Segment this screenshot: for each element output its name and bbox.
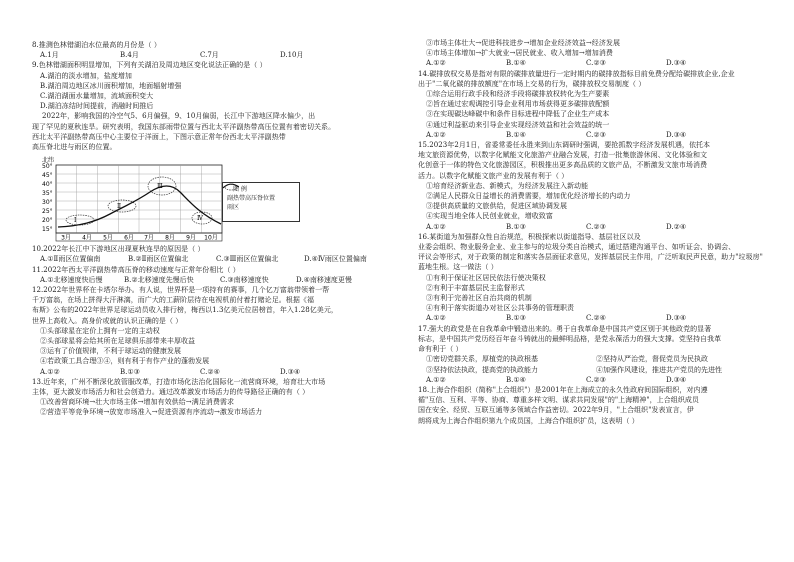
left-column: [32, 40, 392, 418]
right-column: [418, 38, 778, 426]
y-tick-45: 45°: [42, 172, 53, 180]
material-line-4: 高压脊北进与雨区的位置。: [32, 143, 117, 152]
q16-option-d[interactable]: D.③④: [666, 314, 687, 323]
q8-stem: 8.推测色林错湖泊水位最高的月份是（ ）: [32, 41, 161, 49]
q9-option-d[interactable]: D.湖泊冻结时间提前，消融时间推后: [40, 102, 154, 111]
q10-option-c[interactable]: C.③Ⅲ雨区位置偏北: [216, 255, 279, 264]
q12-line-1: 12.2022年世界杯在卡塔尔举办。有人说，世界杯是一项持有的赛事，几个亿万富翁带领着一帮: [32, 286, 330, 295]
q9-option-a[interactable]: A.湖泊的淡水增加，盐度增加: [40, 71, 132, 80]
q16-option-a[interactable]: A.①②: [426, 314, 446, 323]
q18-line-2: 循"互信、互利、平等、协商、尊重多样文明、谋求共同发展"的"上海精神"，上合组织成员: [418, 396, 699, 405]
q17-option-c[interactable]: C.②③: [586, 375, 606, 384]
q12-choice-4: ④若政策工具合理③④，则有利于有作产业的蓬勃发展: [40, 357, 210, 366]
q17-option-a[interactable]: A.①②: [426, 375, 446, 384]
y-tick-40: 40°: [42, 181, 53, 189]
q11-options: [32, 275, 392, 285]
q16-line-1: 16.某街道为加强群众性自治规范，积极探索以街道指导、基层社区以及: [418, 232, 641, 241]
q10-stem: 10.2022年长江中下游地区出现夏秋连旱的原因是（ ）: [32, 245, 205, 254]
q12-choice-2: ②头部球星将会给其所在足球俱乐部带来丰厚收益: [40, 337, 196, 346]
x-tick-mar: 3月: [61, 234, 71, 242]
x-tick-jul: 7月: [144, 234, 154, 242]
y-tick-50: 50°: [42, 163, 53, 171]
q14-option-b[interactable]: B.①④: [506, 130, 526, 139]
q17-choice-4: ④加强作风建设，推进共产党员的先进性: [596, 365, 722, 374]
q10-option-b[interactable]: B.②Ⅱ雨区位置偏北: [128, 255, 189, 264]
region-label-2: Ⅱ: [117, 203, 122, 211]
q14-option-d[interactable]: D.③④: [666, 130, 687, 139]
q15-line-3: 化创意于一体的特色文化旅游园区，积极推出更多高品质的文旅产品，不断激发文旅市场消费: [418, 161, 708, 170]
q13-choice-2: ②营造平等竞争环境→放宽市场准入→促进资源有序流动→激发市场活力: [40, 408, 263, 417]
region-label-4: Ⅳ: [197, 215, 203, 223]
q11-option-c[interactable]: C.③南移速度快: [220, 275, 269, 284]
q13-option-c[interactable]: C.②③: [586, 59, 606, 68]
q8-option-d[interactable]: D.10月: [280, 51, 304, 60]
q14-option-c[interactable]: C.②③: [586, 130, 606, 139]
chart-ylabel: 北纬: [42, 157, 55, 165]
x-tick-jun: 6月: [124, 234, 134, 242]
q14-choice-3: ③在实现碳达峰碳中和条件目标进程中降低了企业生产成本: [426, 110, 610, 119]
q15-option-a[interactable]: A.①②: [426, 222, 446, 231]
y-tick-20: 20°: [42, 217, 53, 225]
q13-option-d[interactable]: D.③④: [666, 59, 687, 68]
q12-choice-1: ①头部球星在定价上拥有一定的主动权: [40, 326, 160, 335]
x-tick-oct: 10月: [204, 234, 218, 242]
q15-option-d[interactable]: D.②④: [666, 222, 687, 231]
q16-choice-4: ④有利于落实街道办对社区公共事务的管理职责: [426, 304, 575, 313]
month-axis: [56, 233, 222, 241]
q17-choice-1: ①密切党群关系，厚植党的执政根基: [426, 355, 538, 364]
q16-choice-3: ③有利于完善社区自治共商的机制: [426, 294, 532, 303]
q18-line-1: 18.上海合作组织（简称"上合组织"）是2001年在上海成立的永久性政府间国际组织，对内遵: [418, 385, 708, 394]
q13-line-1: 13.近年来，广州不断深化放管服改革，打造市场化法治化国际化一流营商环境，培育壮大市场: [32, 377, 326, 386]
y-tick-30: 30°: [42, 199, 53, 207]
q13-option-b[interactable]: B.①④: [506, 59, 526, 68]
q10-option-d[interactable]: D.④Ⅳ雨区位置偏南: [304, 255, 367, 264]
q17-option-b[interactable]: B.①④: [506, 375, 526, 384]
y-tick-25: 25°: [42, 208, 53, 216]
q17-choice-2: ②坚持从严治党，督促党员为民执政: [596, 355, 708, 364]
legend-area-swatch: [223, 183, 239, 191]
q15-options: [418, 222, 778, 232]
q9-stem: 9.色林错湖面积明显增加，下列有关湖泊及周边地区变化说法正确的是（ ）: [32, 61, 267, 70]
q15-line-1: 15.2023年2月1日，省委常委任永胜来到山东调研时强调，要抢抓数字经济发展机遇，依托本: [418, 141, 711, 150]
q12-option-a[interactable]: A.①②: [40, 367, 60, 376]
q11-option-a[interactable]: A.①北移速度快后慢: [40, 275, 103, 284]
q17-choices-row-1: [418, 354, 778, 364]
q8-option-c[interactable]: C.7月: [200, 51, 219, 60]
q8-options: [32, 50, 392, 60]
y-tick-15: 15°: [42, 226, 53, 234]
q14-option-a[interactable]: A.①②: [426, 130, 446, 139]
material-line-3: 西北太平洋副热带高压中心主要位于洋面上，下图示意正常年份西北太平洋副热带: [32, 132, 286, 141]
q13-choice-4: ④市场主体增加→扩大就业→居民就业、收入增加→增加消费: [426, 49, 613, 58]
q13-line-2: 主体，更大激发市场活力和社会创造力。通过改革激发市场活力的传导路径正确的有（ ）: [32, 388, 310, 397]
q12-option-d[interactable]: D.③④: [280, 367, 301, 376]
legend-area-label: 雨区: [227, 204, 240, 212]
q11-stem: 11.2022年西太平洋副热带高压脊的移动速度与正常年份相比（ ）: [32, 265, 240, 274]
q16-option-c[interactable]: C.②④: [586, 314, 606, 323]
q15-choice-4: ④实现当地全体人民创业就业，增收致富: [426, 212, 553, 221]
subtropical-high-chart: [40, 154, 300, 242]
q8-option-b[interactable]: B.4月: [120, 51, 139, 60]
q11-option-b[interactable]: B.②北移速度先慢后快: [124, 275, 194, 284]
q13-choice-3: ③市场主体壮大→促进科技进步→增加企业经济效益→经济发展: [426, 39, 620, 47]
q15-line-2: 地文旅资源优势，以数字化赋能文化旅游产业融合发展，打造一批集旅游休闲、文化体验和文: [418, 151, 708, 160]
x-tick-may: 5月: [103, 234, 113, 242]
q10-options: [32, 254, 392, 264]
q10-option-a[interactable]: A.①Ⅱ雨区位置偏南: [40, 255, 101, 264]
q17-option-d[interactable]: D.③④: [666, 375, 687, 384]
q16-options: [418, 313, 778, 323]
q14-choice-2: ②旨在通过宏观调控引导企业利用市场获得更多碳排放配额: [426, 100, 610, 109]
q16-choice-1: ①有利于保证社区居民依法行使决策权: [426, 273, 546, 282]
q12-line-4: 世界上高收入。高身价或就的认识正确的是（ ）: [32, 316, 183, 325]
q14-options: [418, 130, 778, 140]
y-ticks: [42, 163, 53, 233]
q12-options: [32, 367, 392, 377]
q15-choice-1: ①培育经济新业态、新模式，为经济发展注入新动能: [426, 181, 589, 190]
q15-option-c[interactable]: C.②③: [586, 222, 606, 231]
q18-line-3: 国在安全、经贸、互联互通等多领域合作益密切。2022年9月，"上合组织"发表宣言，伊: [418, 406, 694, 415]
q17-line-3: 命有利于（ ）: [418, 345, 463, 354]
q18-line-4: 朗将成为上海合作组织第九个成员国，上海合作组织扩员，这表明（ ）: [418, 416, 639, 425]
q12-choice-3: ③运有了价值规律，不利于球运动的健康发展: [40, 347, 181, 356]
q9-option-c[interactable]: C.湖泊湖面水量增加，流域面积变大: [40, 92, 154, 101]
rain-area-1: [66, 215, 94, 225]
q17-options: [418, 375, 778, 385]
q17-line-2: 标志，是中国共产党历经百年奋斗铸就出的最鲜明品格，是党永葆活力的强大支撑。党坚持自我革: [418, 334, 722, 343]
q16-line-2: 业委会组织、物业服务企业、业主参与的垃圾分类自治模式，通过搭建沟通平台、如听证会、协调会、: [418, 243, 736, 252]
q9-option-b[interactable]: B.湖泊周边地区冰川面积增加，地面辐射增强: [40, 81, 182, 90]
q8-option-a[interactable]: A.1月: [40, 51, 59, 60]
x-tick-sep: 9月: [186, 234, 196, 242]
q15-choice-3: ③提供高质量的文旅供给，促进区域协调发展: [426, 202, 567, 211]
legend-row-area: [227, 203, 295, 212]
legend-line-label: 副热带高压脊位置: [227, 195, 276, 203]
q12-option-b[interactable]: B.①③: [120, 367, 140, 376]
chart-legend: [222, 182, 300, 222]
q17-line-1: 17.强大的政党是在自我革命中锻造出来的。勇于自我革命是中国共产党区别于其他政党的显著: [418, 324, 712, 333]
region-label-3: Ⅲ: [157, 183, 163, 191]
region-label-1: Ⅰ: [74, 217, 77, 225]
q14-choice-4: ④通过利益驱动来引导企业实现经济效益和社会效益的统一: [426, 120, 610, 129]
material-line-1: 2022年，影响我国的冷空气5、6月偏强，9、10月偏弱，长江中下游地区降水偏少，出: [42, 112, 316, 121]
q16-line-3: 评议会等形式，对于政策的制定和落实各层面征求意见，发挥基层民主作用，广泛听取民声民意，助力"垃圾房": [418, 253, 763, 262]
y-tick-35: 35°: [42, 190, 53, 198]
q16-line-4: 蓝地生根。这一做法（ ）: [418, 263, 498, 272]
q14-choice-1: ①综合运用行政手段和经济手段将碳排放权转化为生产要素: [426, 90, 610, 99]
q15-option-b[interactable]: B.①③: [506, 222, 526, 231]
q12-line-3: 布斯》公布的2022年世界足球运动员收入排行榜，梅西以1.3亿美元位居榜首，年入1.28亿美元，: [32, 306, 338, 315]
q12-option-c[interactable]: C.②④: [200, 367, 220, 376]
q17-choices-row-2: [418, 365, 778, 375]
q17-choice-3: ③坚持依法执政，提高党的执政能力: [426, 365, 538, 374]
x-tick-apr: 4月: [82, 234, 92, 242]
legend-row-line: [227, 194, 295, 203]
q16-choice-2: ②有利于丰富基层民主监督形式: [426, 283, 525, 292]
material-line-2: 现了罕见的夏秋连旱。研究表明，我国东部雨带位置与西北太平洋副热带高压位置有着密切关系。: [32, 122, 336, 131]
q13-option-a[interactable]: A.①②: [426, 59, 446, 68]
q12-line-2: 千万富翁，在场上拼得大汗淋漓，而广大的工薪阶层待在电视机前付着打赌论足。根据《福: [32, 296, 314, 305]
q16-option-b[interactable]: B.①③: [506, 314, 526, 323]
q15-choice-2: ②满足人民群众日益增长的消费需要，增加优化经济增长的内动力: [426, 192, 631, 201]
q13-choice-1: ①改善营商环境→壮大市场主体→增加有效供给→满足消费需求: [40, 398, 234, 407]
q14-line-2: 出于"二氧化碳的排放额度"在市场上交易的行为，碳排放权交易制度（ ）: [418, 79, 646, 88]
q15-line-4: 活力。以数字化赋能文旅产业的发展有利于（ ）: [418, 171, 569, 180]
x-tick-aug: 8月: [165, 234, 175, 242]
q11-option-d[interactable]: D.④南移速度更慢: [296, 275, 352, 284]
q14-line-1: 14.碳排放权交易是指对有限的碳排放量进行一定时期内的碳排放指标目前免费分配给碳排放企业,企业: [418, 69, 735, 78]
x-ticks: [61, 234, 218, 242]
q13-options: [418, 58, 778, 68]
legend-title: 图 例: [233, 186, 247, 194]
